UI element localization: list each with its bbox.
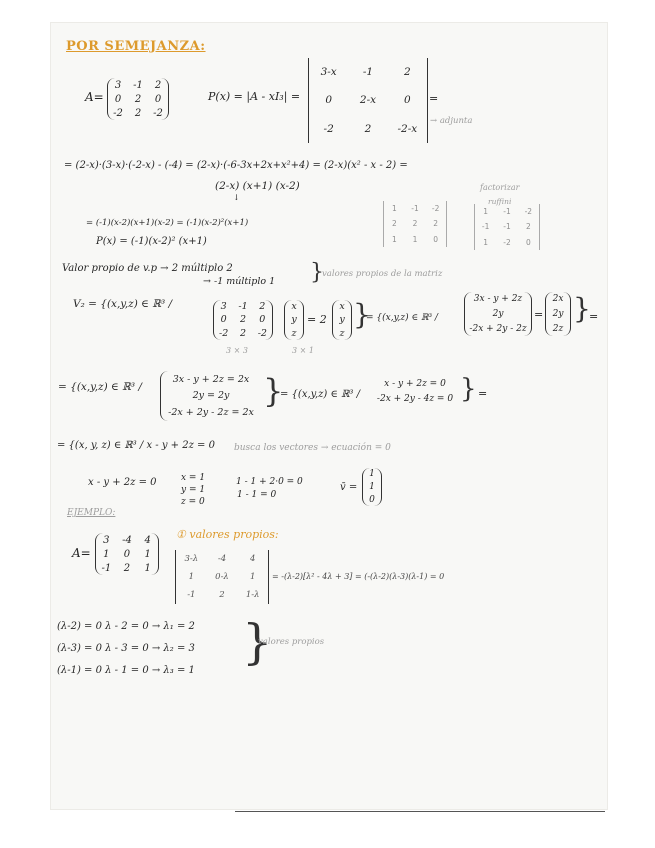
factorizar-note: factorizar — [480, 183, 520, 192]
ruffini-cell: 0 — [433, 234, 439, 244]
matrix-cell: 0 — [123, 548, 131, 560]
ruffini-cell: -2 — [524, 207, 533, 217]
equation-row: -2x + 2y - 4z = 0 — [376, 393, 454, 404]
example-a-label: A= — [72, 546, 91, 560]
system-end-equals: = — [478, 387, 488, 400]
page-edge-line — [235, 811, 605, 812]
matrix-cell: 4 — [144, 534, 151, 546]
xyz-vector-2 — [332, 300, 352, 340]
det-cell: 4 — [249, 554, 256, 564]
characteristic-polynomial-label: P(x) = |A - xI₃| = — [208, 90, 301, 103]
set-close-brace: } — [353, 298, 371, 331]
det-cell: 0 — [325, 94, 332, 107]
vector-cell: 2y — [492, 308, 504, 319]
example-result: = -(λ-2)[λ² - 4λ + 3] = (-(λ-2)(λ-3)(λ-1) = 0 — [272, 572, 445, 581]
vector-cell: z — [291, 327, 297, 339]
ruffini-cell: 1 — [391, 234, 397, 244]
matrix-cell: 2 — [134, 107, 142, 119]
solution-values — [181, 472, 205, 508]
ruffini-cell: -1 — [481, 222, 490, 232]
matrix-cell: 3 — [114, 79, 122, 91]
page-title: POR SEMEJANZA: — [66, 39, 206, 54]
det-cell: 0-λ — [215, 572, 229, 582]
valores-propios-title: ① valores propios: — [176, 528, 279, 541]
matrix-a-label: A= — [85, 90, 104, 104]
example-matrix — [95, 533, 159, 575]
matrix-cell: -1 — [101, 562, 112, 574]
det-cell: 3-λ — [184, 554, 199, 564]
det-cell: 1 — [249, 572, 256, 582]
solution-x: x = 1 — [181, 473, 206, 483]
result-equals: = — [534, 308, 544, 321]
matrix-cell: -2 — [257, 327, 267, 339]
expansion-line-2: (2-x) (x+1) (x-2) — [215, 180, 300, 192]
plane-equation: x - y + 2z = 0 — [88, 477, 157, 488]
vector-cell: y — [339, 314, 345, 326]
eigenvalue-heading-2: → -1 múltiplo 1 — [203, 276, 276, 287]
ruffini-cell: 0 — [525, 237, 531, 247]
eigen-matrix — [213, 300, 273, 340]
characteristic-determinant — [308, 58, 428, 143]
adjunta-note: → adjunta — [430, 116, 473, 126]
det-cell: 3-x — [320, 66, 337, 79]
expansion-line-1: = (2-x)·(3-x)·(-2-x) - (-4) = (2-x)·(-6-3x+2x+x²+4) = (2-x)(x² - x - 2) = — [64, 160, 408, 171]
example-determinant — [175, 550, 269, 604]
det-cell: 2 — [364, 122, 372, 135]
matrix-cell: 0 — [154, 93, 162, 105]
valores-propios-label: valores propios — [258, 637, 325, 647]
system-brace: } — [263, 372, 284, 410]
root-2: (λ-3) = 0 λ - 3 = 0 → λ₂ = 3 — [57, 643, 195, 654]
vector-cell: -2x + 2y - 2z — [469, 323, 527, 334]
equals-sign: = — [429, 92, 439, 105]
check-2: 1 - 1 = 0 — [237, 490, 277, 500]
det-cell: 0 — [403, 94, 411, 107]
ruffini-note: ruffini — [488, 197, 512, 206]
eigenvector — [362, 468, 382, 506]
polynomial-result: P(x) = (-1)(x-2)² (x+1) — [96, 236, 207, 247]
vector-cell: x — [291, 301, 297, 313]
matrix-cell: 1 — [144, 562, 151, 574]
det-cell: 2 — [403, 66, 411, 79]
set-close-brace-2: } — [573, 292, 591, 325]
example-label: EJEMPLO: — [67, 508, 116, 518]
ruffini-cell: 1 — [483, 207, 489, 217]
ruffini-cell: 1 — [412, 234, 418, 244]
ruffini-cell: -1 — [411, 204, 419, 214]
vector-cell: 3x - y + 2z — [473, 294, 523, 305]
dim-note-3x1: 3 × 1 — [292, 346, 314, 355]
matrix-cell: 2 — [239, 327, 247, 339]
system-close-brace: } — [460, 374, 477, 404]
solution-y: y = 1 — [181, 485, 206, 495]
eigenvalue-heading: Valor propio de v.p → 2 múltiplo 2 — [62, 263, 233, 274]
ruffini-cell: 2 — [525, 222, 531, 232]
root-1: (λ-2) = 0 λ - 2 = 0 → λ₁ = 2 — [57, 621, 195, 632]
matrix-cell: -2 — [113, 107, 123, 119]
rhs-vector — [545, 292, 571, 336]
matrix-cell: 0 — [114, 93, 122, 105]
busca-vectores-note: busca los vectores → ecuación = 0 — [234, 443, 391, 453]
matrix-cell: -1 — [133, 79, 143, 91]
solution-z: z = 0 — [181, 497, 205, 507]
matrix-cell: 2 — [154, 79, 162, 91]
vector-cell: 1 — [369, 481, 375, 492]
set-equals-2: = {(x,y,z) ∈ ℝ³ / — [366, 313, 438, 323]
matrix-cell: -1 — [238, 301, 248, 313]
det-cell: -2 — [323, 122, 334, 135]
curly-brace: } — [310, 260, 324, 285]
det-cell: 1-λ — [245, 590, 260, 600]
matrix-a — [107, 78, 169, 120]
vector-cell: 1 — [369, 469, 375, 480]
vector-cell: 2x — [552, 294, 564, 305]
line-end-equals: = — [589, 310, 599, 323]
equation-row: 2y = 2y — [192, 390, 230, 402]
vector-cell: z — [339, 327, 345, 339]
matrix-cell: 1 — [144, 548, 151, 560]
times-two: = 2 — [307, 313, 327, 326]
matrix-cell: 2 — [134, 93, 142, 105]
dim-note-3x3: 3 × 3 — [226, 346, 248, 355]
ruffini-cell: -1 — [503, 222, 511, 232]
vector-cell: 0 — [369, 494, 375, 505]
ruffini-cell: 2 — [412, 219, 418, 229]
result-vector — [464, 292, 532, 336]
matrix-cell: 1 — [103, 548, 110, 560]
ruffini-cell: -2 — [431, 204, 440, 214]
det-cell: -2-x — [397, 122, 418, 135]
matrix-cell: -2 — [153, 107, 163, 119]
ruffini-table-2 — [474, 204, 540, 250]
check-1: 1 - 1 + 2·0 = 0 — [236, 477, 303, 487]
down-arrow-icon: ↓ — [233, 193, 240, 202]
det-cell: -4 — [217, 554, 227, 564]
vector-cell: 2y — [552, 308, 564, 319]
ruffini-cell: 2 — [433, 219, 439, 229]
ruffini-table-1 — [383, 201, 447, 247]
root-3: (λ-1) = 0 λ - 1 = 0 → λ₃ = 1 — [57, 665, 195, 676]
eigenvector-label: v̄ = — [340, 482, 358, 493]
ruffini-cell: 2 — [391, 219, 397, 229]
final-set: = {(x, y, z) ∈ ℝ³ / x - y + 2z = 0 — [57, 440, 215, 451]
xyz-vector — [284, 300, 304, 340]
roots-brace: } — [242, 614, 273, 670]
matrix-cell: 3 — [220, 301, 227, 313]
det-cell: -1 — [187, 590, 196, 600]
matrix-cell: 0 — [220, 314, 227, 326]
ruffini-cell: 1 — [483, 237, 489, 247]
vector-cell: y — [291, 314, 297, 326]
det-cell: 2-x — [359, 94, 377, 107]
system-mid: = {(x,y,z) ∈ ℝ³ / — [280, 389, 360, 400]
system-prefix: = {(x,y,z) ∈ ℝ³ / — [58, 381, 142, 393]
ruffini-cell: -1 — [503, 207, 511, 217]
equation-row: 3x - y + 2z = 2x — [172, 373, 250, 385]
valores-propios-note: valores propios de la matriz — [322, 269, 443, 279]
ruffini-cell: -2 — [503, 237, 511, 247]
vector-cell: x — [339, 301, 345, 313]
expansion-line-3: = (-1)(x-2)(x+1)(x-2) = (-1)(x-2)²(x+1) — [86, 218, 249, 228]
matrix-cell: -4 — [122, 534, 132, 546]
eigenvalue-roots — [57, 616, 195, 682]
det-cell: 2 — [219, 590, 225, 600]
equation-row: -2x + 2y - 2z = 2x — [168, 407, 254, 419]
matrix-cell: 2 — [259, 301, 266, 313]
vector-cell: 2z — [552, 323, 564, 334]
matrix-cell: 0 — [259, 314, 266, 326]
reduced-equations — [372, 376, 458, 406]
matrix-cell: 2 — [239, 314, 247, 326]
system-equations — [160, 371, 261, 421]
det-cell: 1 — [188, 572, 195, 582]
equation-row: x - y + 2z = 0 — [384, 378, 446, 389]
matrix-cell: -2 — [219, 327, 229, 339]
v2-set-label: V₂ = {(x,y,z) ∈ ℝ³ / — [73, 298, 173, 310]
matrix-cell: 2 — [123, 562, 131, 574]
matrix-cell: 3 — [103, 534, 110, 546]
ruffini-cell: 1 — [391, 204, 397, 214]
det-cell: -1 — [362, 66, 374, 79]
